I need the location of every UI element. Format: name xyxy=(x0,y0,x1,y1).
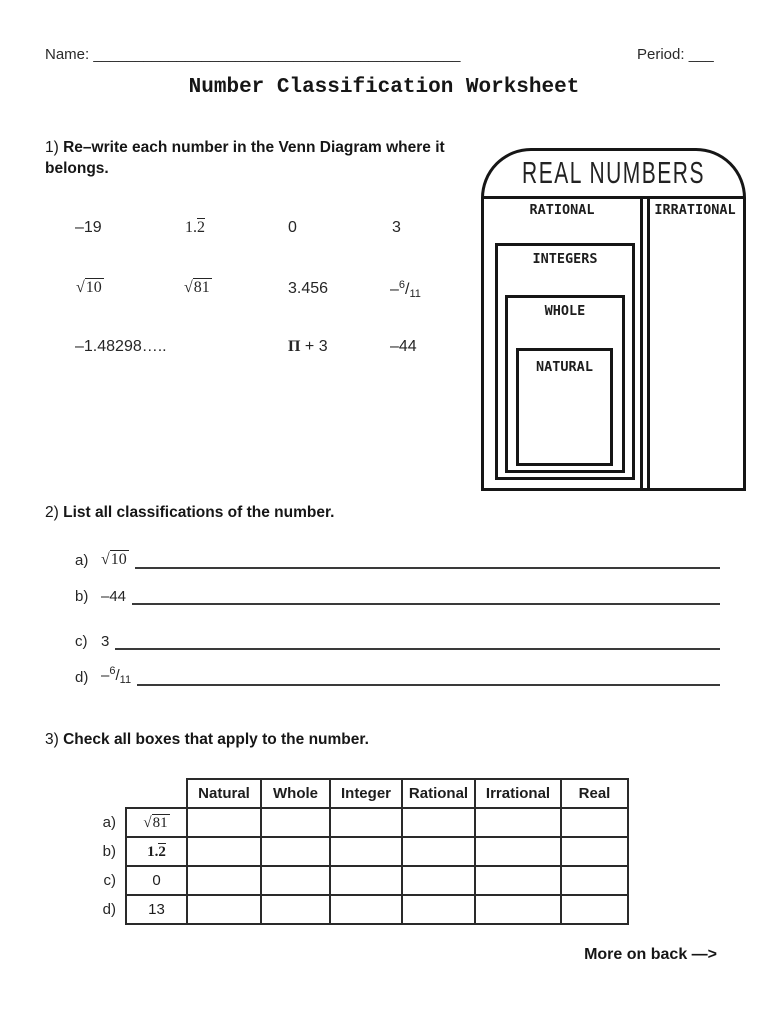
item-a-label: a) xyxy=(75,552,89,569)
section3-number: 3) xyxy=(45,731,59,748)
pi-symbol: Π xyxy=(288,338,301,355)
row-b-number-1point2bar: 1.2 xyxy=(126,837,187,866)
section2-heading-text: List all classifications of the number. xyxy=(63,504,335,521)
item-b-number-neg44: –44 xyxy=(101,588,127,605)
col-header-rational: Rational xyxy=(402,779,475,808)
period-label: Period: xyxy=(637,46,685,63)
check-cell-d-integer[interactable] xyxy=(330,895,402,924)
section1-heading-text: Re–write each number in the Venn Diagram where it belongs. xyxy=(45,139,445,177)
venn-title-real-numbers: REAL NUMBERS xyxy=(522,157,705,191)
check-cell-a-whole[interactable] xyxy=(261,808,330,837)
check-cell-d-natural[interactable] xyxy=(187,895,261,924)
venn-label-natural: NATURAL xyxy=(536,359,593,375)
number-0: 0 xyxy=(288,219,297,236)
check-cell-c-integer[interactable] xyxy=(330,866,402,895)
number-3point456: 3.456 xyxy=(288,280,329,297)
check-cell-c-whole[interactable] xyxy=(261,866,330,895)
name-blank-line[interactable]: ____________________________________________ xyxy=(93,46,461,63)
check-cell-c-irrational[interactable] xyxy=(475,866,561,895)
header-spacer xyxy=(126,779,187,808)
check-table-wrapper xyxy=(100,778,629,925)
page-title: Number Classification Worksheet xyxy=(188,76,580,99)
radical-sign: √ xyxy=(143,814,152,831)
check-table xyxy=(100,778,629,925)
number-neg19: –19 xyxy=(75,219,102,236)
check-cell-a-irrational[interactable] xyxy=(475,808,561,837)
section2-heading xyxy=(45,503,545,524)
classify-item-b xyxy=(75,583,720,605)
item-c-label: c) xyxy=(75,633,88,650)
row-a-number-sqrt81: √81 xyxy=(126,808,187,837)
section3-heading xyxy=(45,730,565,751)
table-row-c xyxy=(100,866,628,895)
radical-sign: √ xyxy=(101,551,110,568)
row-a-label: a) xyxy=(102,814,116,831)
check-cell-a-natural[interactable] xyxy=(187,808,261,837)
check-table-header-row xyxy=(100,779,628,808)
col-header-real: Real xyxy=(561,779,628,808)
section2-number: 2) xyxy=(45,504,59,521)
number-sqrt81: √81 xyxy=(184,279,210,296)
check-cell-d-whole[interactable] xyxy=(261,895,330,924)
item-c-number-3: 3 xyxy=(101,633,110,650)
number-3: 3 xyxy=(392,219,401,236)
number-sqrt10: √10 xyxy=(76,279,102,296)
venn-label-whole: WHOLE xyxy=(544,303,586,319)
section1-heading xyxy=(45,138,450,180)
classify-item-d xyxy=(75,664,720,686)
table-row-b xyxy=(100,837,628,866)
radical-sign: √ xyxy=(184,279,193,296)
more-on-back-note: More on back —> xyxy=(584,946,717,963)
check-cell-c-real[interactable] xyxy=(561,866,628,895)
radical-sign: √ xyxy=(76,279,85,296)
check-cell-d-rational[interactable] xyxy=(402,895,475,924)
item-b-answer-blank[interactable] xyxy=(132,583,720,605)
col-header-integer: Integer xyxy=(330,779,402,808)
check-cell-b-whole[interactable] xyxy=(261,837,330,866)
section1-number: 1) xyxy=(45,139,59,156)
name-row xyxy=(45,46,460,63)
number-1point2bar: 1.2 xyxy=(185,219,205,236)
check-cell-c-natural[interactable] xyxy=(187,866,261,895)
item-b-label: b) xyxy=(75,588,89,605)
col-header-irrational: Irrational xyxy=(475,779,561,808)
check-cell-b-natural[interactable] xyxy=(187,837,261,866)
venn-label-irrational: IRRATIONAL xyxy=(654,202,736,218)
check-cell-d-real[interactable] xyxy=(561,895,628,924)
item-c-answer-blank[interactable] xyxy=(115,628,720,650)
col-header-natural: Natural xyxy=(187,779,261,808)
row-d-label: d) xyxy=(102,901,116,918)
col-header-whole: Whole xyxy=(261,779,330,808)
item-a-number-sqrt10: √10 xyxy=(101,551,127,568)
check-cell-b-integer[interactable] xyxy=(330,837,402,866)
item-d-number-neg6over11: $-^6/_{11}$ xyxy=(101,665,132,686)
venn-label-integers: INTEGERS xyxy=(532,251,598,267)
check-cell-b-rational[interactable] xyxy=(402,837,475,866)
check-cell-c-rational[interactable] xyxy=(402,866,475,895)
table-row-d xyxy=(100,895,628,924)
number-pi-plus-3: Π + 3 xyxy=(288,338,328,355)
classify-item-c xyxy=(75,628,720,650)
row-b-label: b) xyxy=(102,843,116,860)
item-a-answer-blank[interactable] xyxy=(135,547,720,569)
table-row-a xyxy=(100,808,628,837)
row-c-number-0: 0 xyxy=(126,866,187,895)
venn-diagram xyxy=(481,148,746,491)
period-row xyxy=(637,46,714,63)
number-neg1point48298: –1.48298….. xyxy=(75,338,167,355)
check-cell-b-irrational[interactable] xyxy=(475,837,561,866)
item-d-answer-blank[interactable] xyxy=(137,664,720,686)
name-label: Name: xyxy=(45,46,90,63)
period-blank-line[interactable]: ___ xyxy=(688,46,714,63)
check-cell-a-rational[interactable] xyxy=(402,808,475,837)
row-d-number-13: 13 xyxy=(126,895,187,924)
number-neg44: –44 xyxy=(390,338,417,355)
check-cell-d-irrational[interactable] xyxy=(475,895,561,924)
venn-column-divider xyxy=(640,199,650,488)
section3-heading-text: Check all boxes that apply to the number. xyxy=(63,731,369,748)
item-d-label: d) xyxy=(75,669,89,686)
header-spacer xyxy=(100,779,126,808)
check-cell-b-real[interactable] xyxy=(561,837,628,866)
check-cell-a-real[interactable] xyxy=(561,808,628,837)
classify-item-a xyxy=(75,547,720,569)
venn-box-natural xyxy=(516,348,613,466)
check-cell-a-integer[interactable] xyxy=(330,808,402,837)
venn-title-divider xyxy=(484,196,743,199)
venn-label-rational: RATIONAL xyxy=(529,202,595,218)
number-neg6over11: $-^6/_{11}$ xyxy=(390,279,421,300)
row-c-label: c) xyxy=(103,872,116,889)
